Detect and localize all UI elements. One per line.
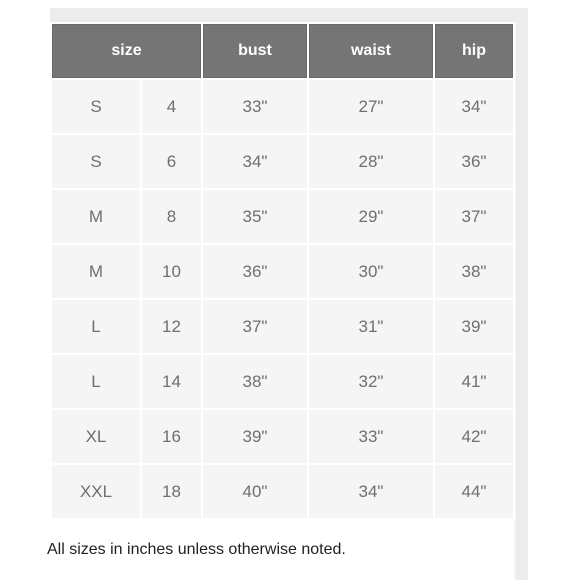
cell-bust: 40"	[202, 464, 308, 519]
cell-size-number: 18	[141, 464, 202, 519]
cell-waist: 33"	[308, 409, 434, 464]
cell-size-letter: M	[52, 244, 141, 299]
cell-bust: 39"	[202, 409, 308, 464]
cell-size-number: 10	[141, 244, 202, 299]
cell-hip: 34"	[434, 79, 514, 134]
header-hip: hip	[434, 24, 514, 79]
table-row	[52, 134, 514, 189]
table-row	[52, 464, 514, 519]
frame-top-border	[50, 8, 528, 22]
frame-right-border	[514, 8, 528, 580]
cell-waist: 28"	[308, 134, 434, 189]
cell-waist: 34"	[308, 464, 434, 519]
cell-bust: 38"	[202, 354, 308, 409]
cell-bust: 35"	[202, 189, 308, 244]
cell-waist: 30"	[308, 244, 434, 299]
cell-size-number: 14	[141, 354, 202, 409]
cell-bust: 36"	[202, 244, 308, 299]
cell-waist: 31"	[308, 299, 434, 354]
cell-size-number: 4	[141, 79, 202, 134]
cell-size-number: 8	[141, 189, 202, 244]
header-size: size	[52, 24, 202, 79]
table-row	[52, 189, 514, 244]
cell-hip: 44"	[434, 464, 514, 519]
cell-waist: 27"	[308, 79, 434, 134]
cell-size-letter: L	[52, 354, 141, 409]
cell-size-letter: L	[52, 299, 141, 354]
header-waist: waist	[308, 24, 434, 79]
cell-size-number: 6	[141, 134, 202, 189]
cell-size-letter: S	[52, 79, 141, 134]
cell-hip: 39"	[434, 299, 514, 354]
cell-size-letter: M	[52, 189, 141, 244]
table-row	[52, 354, 514, 409]
cell-size-number: 12	[141, 299, 202, 354]
cell-size-letter: XXL	[52, 464, 141, 519]
cell-hip: 36"	[434, 134, 514, 189]
cell-waist: 32"	[308, 354, 434, 409]
table-row	[52, 79, 514, 134]
size-chart-table	[52, 24, 515, 520]
cell-hip: 38"	[434, 244, 514, 299]
header-row	[52, 24, 514, 79]
cell-size-letter: XL	[52, 409, 141, 464]
table-header	[52, 24, 514, 79]
footnote: All sizes in inches unless otherwise noted.	[47, 541, 346, 558]
table-body	[52, 79, 514, 519]
cell-bust: 34"	[202, 134, 308, 189]
cell-bust: 33"	[202, 79, 308, 134]
table-row	[52, 409, 514, 464]
cell-hip: 41"	[434, 354, 514, 409]
cell-hip: 42"	[434, 409, 514, 464]
cell-waist: 29"	[308, 189, 434, 244]
cell-hip: 37"	[434, 189, 514, 244]
cell-size-letter: S	[52, 134, 141, 189]
table-row	[52, 244, 514, 299]
table-row	[52, 299, 514, 354]
header-bust: bust	[202, 24, 308, 79]
cell-bust: 37"	[202, 299, 308, 354]
cell-size-number: 16	[141, 409, 202, 464]
